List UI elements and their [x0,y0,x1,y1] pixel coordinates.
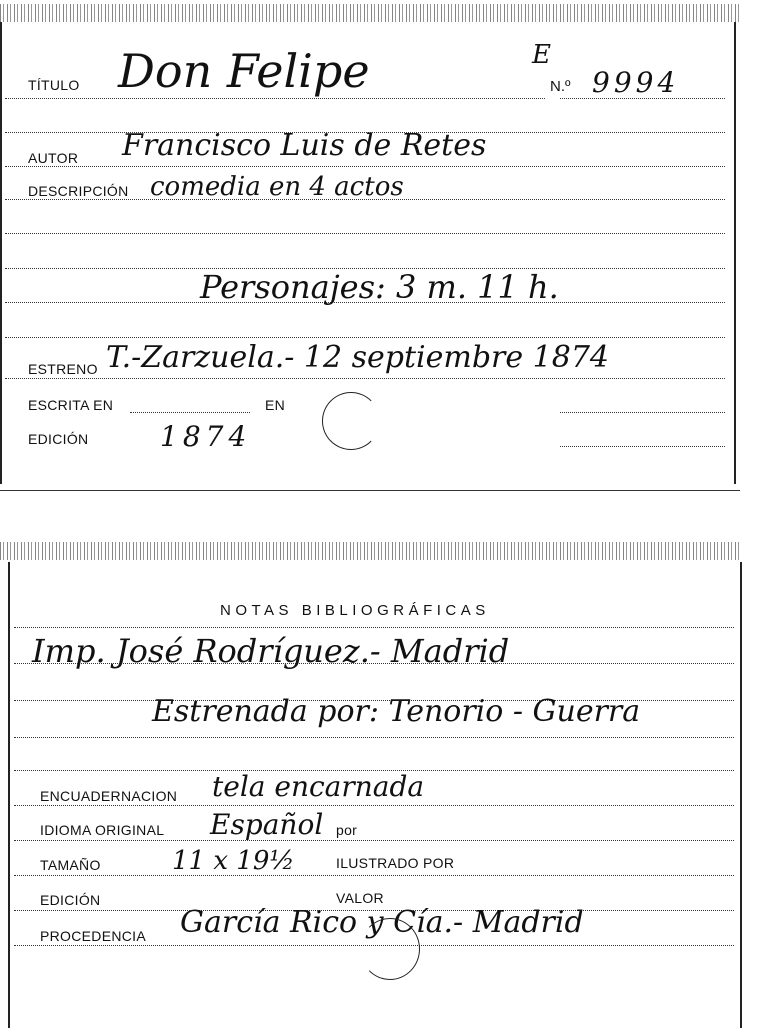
edicion-value-1: 1874 [160,420,252,453]
idioma-value: Español [210,808,324,841]
edicion-label-1: EDICIÓN [28,431,89,447]
descripcion-value: comedia en 4 actos [150,172,404,202]
escrita-label: ESCRITA EN [28,397,114,413]
card2-line [14,805,734,806]
card1-line [5,337,725,338]
card2-line [14,627,734,628]
por-label: por [336,822,358,838]
estreno-value: T.-Zarzuela.- 12 septiembre 1874 [106,340,610,375]
personajes-value: Personajes: 3 m. 11 h. [200,268,559,306]
card2-line [14,875,734,876]
numero-label: N.º [550,78,571,95]
titulo-label: TÍTULO [28,77,80,93]
idioma-label: IDIOMA ORIGINAL [40,822,165,838]
autor-value: Francisco Luis de Retes [122,128,487,163]
estreno-label: ESTRENO [28,361,98,377]
card1-line [5,233,725,234]
note-line-2: Estrenada por: Tenorio - Guerra [152,694,641,729]
numero-value: 9994 [592,66,680,99]
tamano-label: TAMAÑO [40,857,101,873]
card1-line [5,98,545,99]
ink-stamp [322,392,380,450]
card1-line [5,166,725,167]
card1-line [130,412,250,413]
card2-top-edge [0,542,740,560]
encuadernacion-label: ENCUADERNACION [40,788,178,804]
card2-line [14,737,734,738]
procedencia-label: PROCEDENCIA [40,928,146,944]
ink-stamp-2 [360,918,420,980]
note-line-1: Imp. José Rodríguez.- Madrid [32,632,510,670]
notas-heading: NOTAS BIBLIOGRÁFICAS [220,602,490,619]
card1-line [560,446,725,447]
numero-mark: E [532,40,551,70]
card1-line [5,378,725,379]
encuadernacion-value: tela encarnada [212,770,425,803]
autor-label: AUTOR [28,150,79,166]
edicion-label-2: EDICIÓN [40,892,101,908]
descripcion-label: DESCRIPCIÓN [28,183,129,199]
titulo-value: Don Felipe [118,44,370,98]
en-label: EN [265,397,286,413]
card2-line [14,840,734,841]
card1-bottom-rule [0,490,740,491]
card1-line [560,412,725,413]
ilustrado-label: ILUSTRADO POR [336,855,455,871]
card1-top-edge [0,4,740,22]
tamano-value: 11 x 19½ [172,846,295,876]
valor-label: VALOR [336,890,384,906]
procedencia-value: García Rico y Cía.- Madrid [180,905,584,940]
